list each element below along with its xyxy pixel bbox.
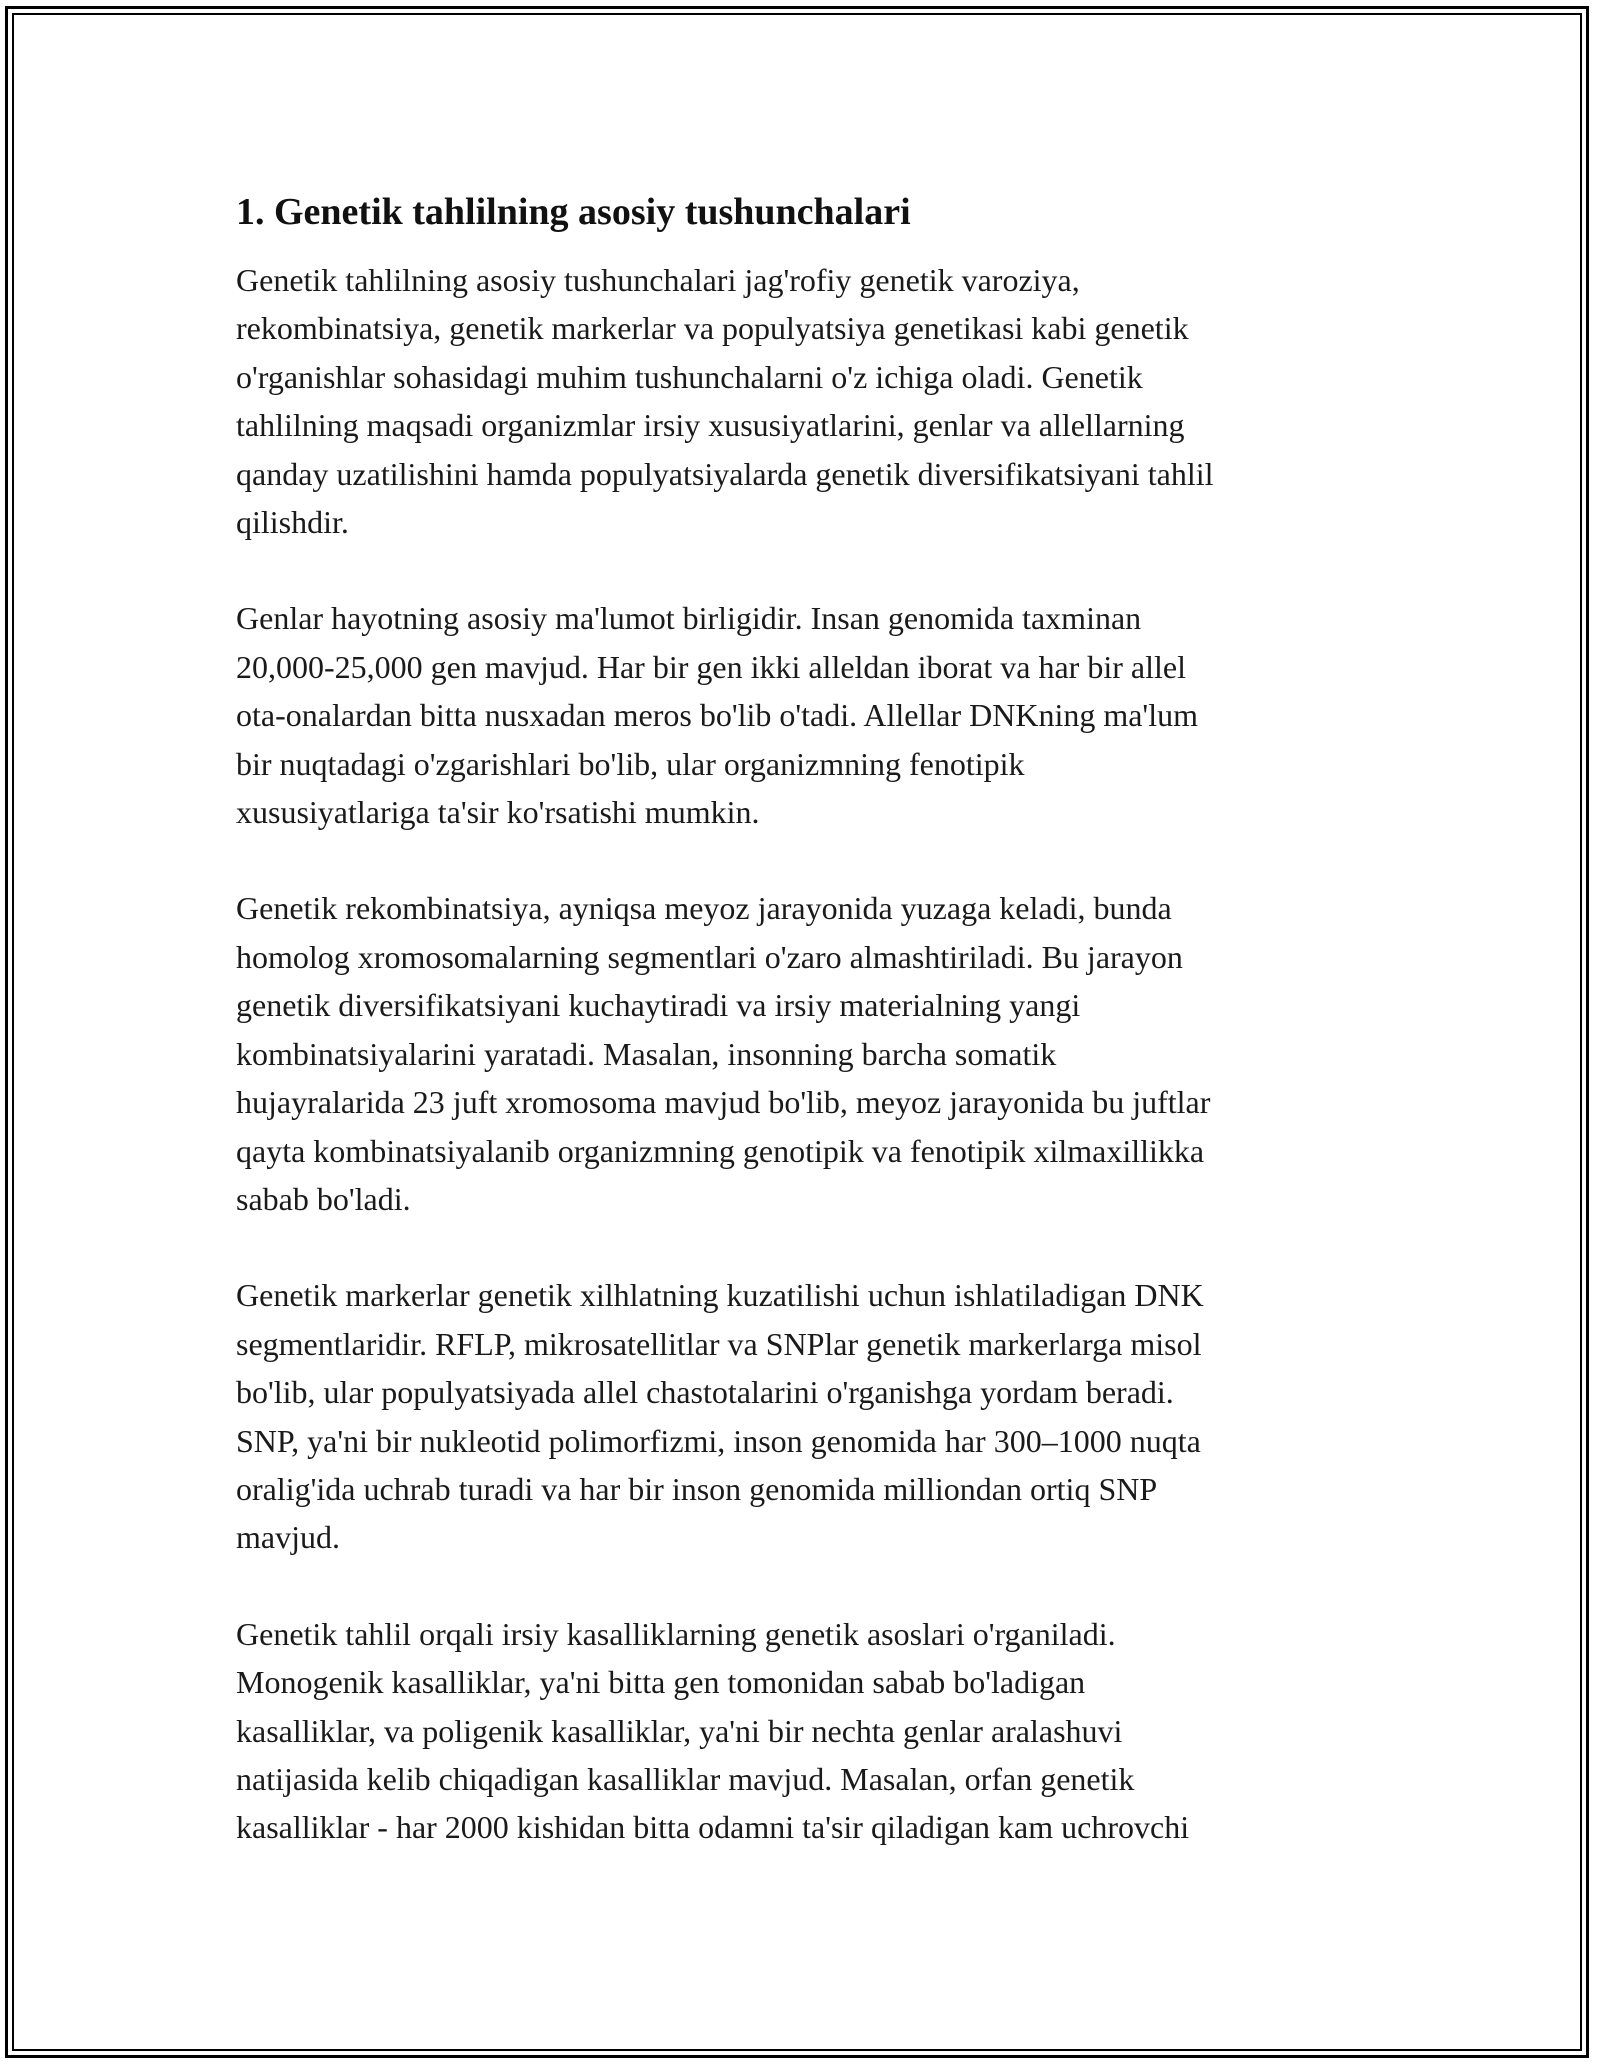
paragraph-markers: Genetik markerlar genetik xilhlatning kuzatilishi uchun ishlatiladigan DNK segmentlaridir. RFLP, mikrosatellitlar va SNPlar genetik markerlarga misol bo'lib, ular populyatsiyada allel chastotalarini o'rganishga yordam beradi. SNP, ya'ni bir nukleotid polimorfizmi, inson genomida har 300–1000 nuqta oralig'ida uchrab turadi va har bir inson genomida milliondan ortiq SNP mavjud. — [236, 1277, 1204, 1556]
paragraph-intro: Genetik tahlilning asosiy tushunchalari jag'rofiy genetik varoziya, rekombinatsiya, genetik markerlar va populyatsiya genetikasi kabi genetik o'rganishlar sohasidagi muhim tushunchalarni o'z ichiga oladi. Genetik tahlilning maqsadi organizmlar irsiy xususiyatlarini, genlar va allellarning qanday uzatilishini hamda populyatsiyalarda genetik diversifikatsiyani tahlil qilishdir. — [236, 262, 1214, 541]
paragraph-genes: Genlar hayotning asosiy ma'lumot birligidir. Insan genomida taxminan 20,000-25,000 gen mavjud. Har bir gen ikki alleldan iborat va har bir allel ota-onalardan bitta nusxadan meros bo'lib o'tadi. Allellar DNKning ma'lum bir nuqtadagi o'zgarishlari bo'lib, ular organizmning fenotipik xususiyatlariga ta'sir ko'rsatishi mumkin. — [236, 600, 1198, 831]
section-heading: 1. Genetik tahlilning asosiy tushunchalari — [236, 191, 911, 233]
paragraph-recombination: Genetik rekombinatsiya, ayniqsa meyoz jarayonida yuzaga keladi, bunda homolog xromosomalarning segmentlari o'zaro almashtiriladi. Bu jarayon genetik diversifikatsiyani kuchaytiradi va irsiy materialning yangi kombinatsiyalarini yaratadi. Masalan, insonning barcha somatik hujayralarida 23 juft xromosoma mavjud bo'lib, meyoz jarayonida bu juftlar qayta kombinatsiyalanib organizmning genotipik va fenotipik xilmaxillikka sabab bo'ladi. — [236, 890, 1211, 1217]
paragraph-diseases: Genetik tahlil orqali irsiy kasalliklarning genetik asoslari o'rganiladi. Monogenik kasalliklar, ya'ni bitta gen tomonidan sabab bo'ladigan kasalliklar, va poligenik kasalliklar, ya'ni bir nechta genlar aralashuvi natijasida kelib chiqadigan kasalliklar mavjud. Masalan, orfan genetik kasalliklar - har 2000 kishidan bitta odamni ta'sir qiladigan kam uchrovchi — [236, 1615, 1190, 1846]
document-body — [236, 186, 1366, 1900]
